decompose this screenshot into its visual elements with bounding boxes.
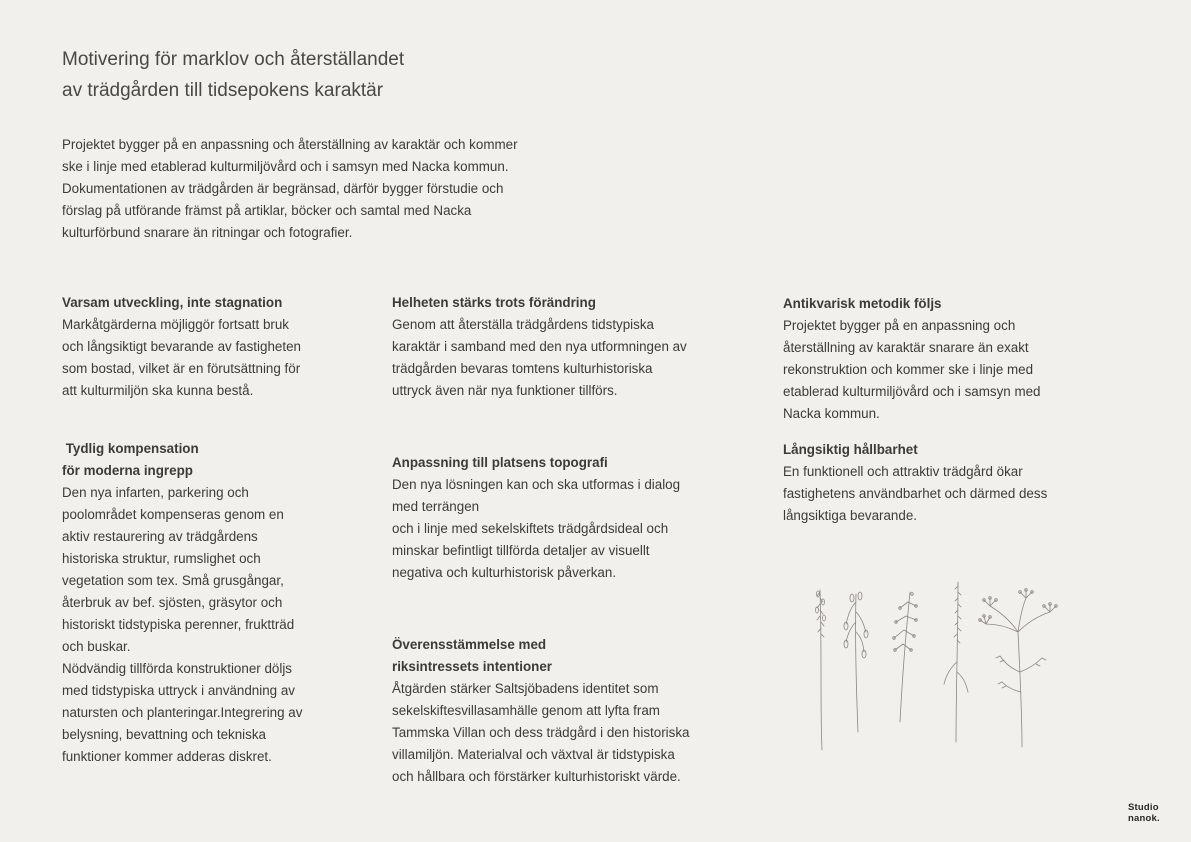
heading-line: Helheten stärks trots förändring [392, 295, 596, 310]
intro-line: Dokumentationen av trädgården är begränsad, därför bygger förstudie och [62, 181, 504, 196]
section-helheten [392, 292, 687, 402]
heading-line: för moderna ingrepp [62, 463, 193, 478]
section-heading [62, 292, 301, 314]
body-line: fastighetens användbarhet och därmed dess [783, 486, 1048, 501]
section-body [392, 314, 687, 402]
body-line: vegetation som tex. Små grusgångar, [62, 573, 284, 588]
body-line: Den nya lösningen kan och ska utformas i dialog [392, 477, 681, 492]
section-body [783, 461, 1047, 527]
body-line: och i linje med sekelskiftets trädgårdsideal och [392, 521, 669, 536]
body-line: trädgården bevaras tomtens kulturhistoriska [392, 361, 653, 376]
title-line: Motivering för marklov och återställandet [62, 49, 405, 70]
intro-paragraph [62, 134, 572, 244]
heading-line: Antikvarisk metodik följs [783, 296, 942, 311]
intro-line: förslag på utförande främst på artiklar, böcker och samtal med Nacka [62, 203, 472, 218]
body-line: poolområdet kompenseras genom en [62, 507, 284, 522]
body-line: funktioner kommer adderas diskret. [62, 749, 272, 764]
body-line: etablerad kulturmiljövård och i samsyn med [783, 384, 1041, 399]
body-line: rekonstruktion och kommer ske i linje med [783, 362, 1034, 377]
body-line: med terrängen [392, 499, 480, 514]
body-line: belysning, bevattning och tekniska [62, 727, 266, 742]
logo-line: nanok. [1128, 813, 1160, 824]
section-antikvarisk-metodik [783, 293, 1041, 425]
body-line: med tidstypiska uttryck i användning av [62, 683, 295, 698]
body-line: återbruk av bef. sjösten, gräsytor och [62, 595, 283, 610]
page-title [62, 44, 404, 106]
intro-line: Projektet bygger på en anpassning och återställning av karaktär och kommer [62, 137, 518, 152]
intro-line: ske i linje med etablerad kulturmiljövård och i samsyn med Nacka kommun. [62, 159, 509, 174]
body-line: långsiktiga bevarande. [783, 508, 917, 523]
body-line: Projektet bygger på en anpassning och [783, 318, 1016, 333]
title-line: av trädgården till tidsepokens karaktär [62, 80, 384, 101]
logo-line: Studio [1128, 802, 1159, 813]
section-body [392, 474, 680, 584]
body-line: karaktär i samband med den nya utformningen av [392, 339, 687, 354]
section-overensstammelse [392, 634, 689, 788]
heading-line: riksintressets intentioner [392, 659, 552, 674]
heading-line: Anpassning till platsens topografi [392, 455, 608, 470]
section-body [783, 315, 1041, 425]
body-line: Tammska Villan och dess trädgård i den historiska [392, 725, 690, 740]
section-langsiktig-hallbarhet [783, 439, 1047, 527]
body-line: Åtgärden stärker Saltsjöbadens identitet som [392, 681, 659, 696]
section-varsam-utveckling [62, 292, 301, 402]
body-line: natursten och planteringar.Integrering av [62, 705, 303, 720]
body-line: negativa och kulturhistorisk påverkan. [392, 565, 617, 580]
section-anpassning-topografi [392, 452, 680, 584]
section-tydlig-kompensation [62, 438, 302, 768]
studio-nanok-logo [1128, 802, 1160, 824]
heading-line: Tydlig kompensation [62, 441, 199, 456]
body-line: Markåtgärderna möjliggör fortsatt bruk [62, 317, 289, 332]
body-line: aktiv restaurering av trädgårdens [62, 529, 258, 544]
body-line: villamiljön. Materialval och växtval är tidstypiska [392, 747, 675, 762]
section-heading [783, 439, 1047, 461]
section-heading [392, 292, 687, 314]
body-line: Genom att återställa trädgårdens tidstypiska [392, 317, 654, 332]
body-line: att kulturmiljön ska kunna bestå. [62, 383, 254, 398]
body-line: och buskar. [62, 639, 131, 654]
heading-line: Överensstämmelse med [392, 637, 547, 652]
body-line: historiska struktur, rumslighet och [62, 551, 261, 566]
heading-line: Varsam utveckling, inte stagnation [62, 295, 283, 310]
section-body [62, 314, 301, 402]
body-line: sekelskiftesvillasamhälle genom att lyfta fram [392, 703, 660, 718]
intro-line: kulturförbund snarare än ritningar och fotografier. [62, 225, 353, 240]
section-heading [392, 634, 689, 678]
body-line: och hållbara och förstärker kulturhistoriskt värde. [392, 769, 681, 784]
section-body [62, 482, 302, 768]
body-line: Nacka kommun. [783, 406, 880, 421]
section-heading [392, 452, 680, 474]
section-heading [783, 293, 1041, 315]
body-line: historiskt tidstypiska perenner, fruktträd [62, 617, 295, 632]
body-line: uttryck även när nya funktioner tillförs. [392, 383, 618, 398]
section-body [392, 678, 689, 788]
body-line: som bostad, vilket är en förutsättning för [62, 361, 301, 376]
body-line: återställning av karaktär snarare än exakt [783, 340, 1029, 355]
section-heading [62, 438, 302, 482]
body-line: Nödvändig tillförda konstruktioner döljs [62, 661, 292, 676]
body-line: och långsiktigt bevarande av fastigheten [62, 339, 301, 354]
wildflower-illustration [800, 572, 1080, 752]
body-line: En funktionell och attraktiv trädgård ökar [783, 464, 1023, 479]
body-line: minskar befintligt tillförda detaljer av visuellt [392, 543, 650, 558]
heading-line: Långsiktig hållbarhet [783, 442, 918, 457]
body-line: Den nya infarten, parkering och [62, 485, 249, 500]
